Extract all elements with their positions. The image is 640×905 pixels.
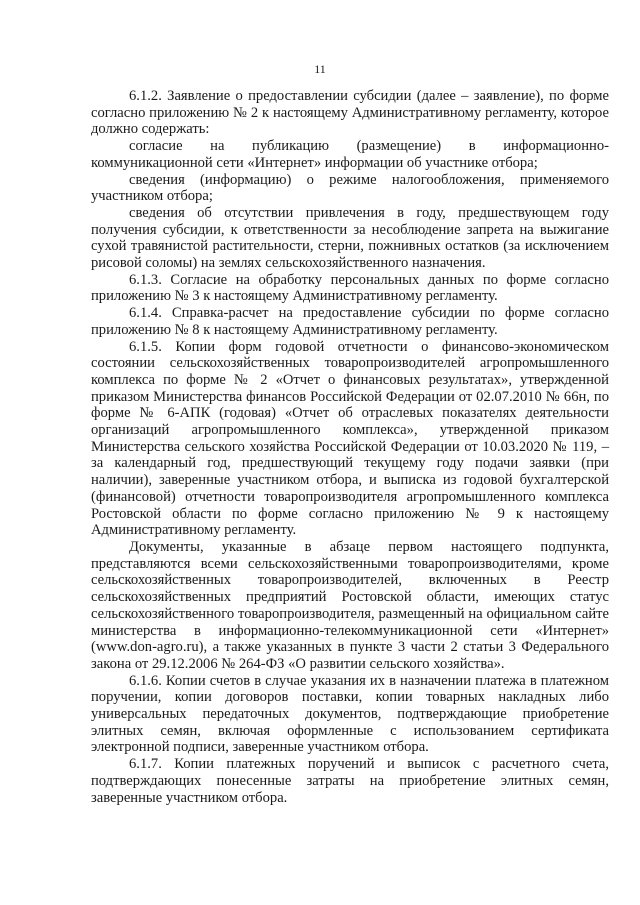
document-body xyxy=(91,88,609,806)
paragraph-documents-note: Документы, указанные в абзаце первом настоящего подпункта, представляются всеми сельскохозяйственными товаропроизводителями, кроме сельскохозяйственных товаропроизводителей, включенных в Реестр сельскохозяйственных предприятий Ростовской области, имеющих статус сельскохозяйственного товаропроизводителя, размещенный на официальном сайте министерства в информационно-телекоммуникационной сети «Интернет» (www.don-agro.ru), а также указанных в пункте 3 части 2 статьи 3 Федерального закона от 29.12.2006 № 264-ФЗ «О развитии сельского хозяйства». xyxy=(91,538,609,672)
paragraph-6-1-3: 6.1.3. Согласие на обработку персональных данных по форме согласно приложению № 3 к настоящему Административному регламенту. xyxy=(91,271,609,305)
paragraph-6-1-6: 6.1.6. Копии счетов в случае указания их в назначении платежа в платежном поручении, копии договоров поставки, копии товарных накладных либо универсальных передаточных документов, подтверждающие приобретение элитных семян, включая оформленные с использованием сертификата электронной подписи, заверенные участником отбора. xyxy=(91,672,609,756)
paragraph-6-1-7: 6.1.7. Копии платежных поручений и выписок с расчетного счета, подтверждающих понесенные затраты на приобретение элитных семян, заверенные участником отбора. xyxy=(91,756,609,806)
paragraph-no-liability: сведения об отсутствии привлечения в году, предшествующем году получения субсидии, к ответственности за несоблюдение запрета на выжигание сухой травянистой растительности, стерни, пожнивных остатков (за исключением рисовой соломы) на землях сельскохозяйственного назначения. xyxy=(91,204,609,272)
paragraph-tax-regime: сведения (информацию) о режиме налогообложения, применяемого участником отбора; xyxy=(91,171,609,205)
paragraph-consent-publication: согласие на публикацию (размещение) в информационно-коммуникационной сети «Интернет» информации об участнике отбора; xyxy=(91,138,609,171)
page-number: 11 xyxy=(314,62,326,76)
paragraph-6-1-5: 6.1.5. Копии форм годовой отчетности о финансово-экономическом состоянии сельскохозяйственных товаропроизводителей агропромышленного комплекса по форме № 2 «Отчет о финансовых результатах», утвержденной приказом Министерства финансов Российской Федерации от 02.07.2010 № 66н, по форме № 6-АПК (годовая) «Отчет об отраслевых показателях деятельности организаций агропромышленного комплекса», утвержденной приказом Министерства сельского хозяйства Российской Федерации от 10.03.2020 № 119, – за календарный год, предшествующий текущему году подачи заявки (при наличии), заверенные участником отбора, и выписка из годовой бухгалтерской (финансовой) отчетности товаропроизводителя агропромышленного комплекса Ростовской области по форме согласно приложению № 9 к настоящему Административному регламенту. xyxy=(91,338,609,539)
paragraph-6-1-2: 6.1.2. Заявление о предоставлении субсидии (далее – заявление), по форме согласно приложению № 2 к настоящему Административному регламенту, которое должно содержать: xyxy=(91,88,609,138)
paragraph-6-1-4: 6.1.4. Справка-расчет на предоставление субсидии по форме согласно приложению № 8 к настоящему Административному регламенту. xyxy=(91,305,609,338)
